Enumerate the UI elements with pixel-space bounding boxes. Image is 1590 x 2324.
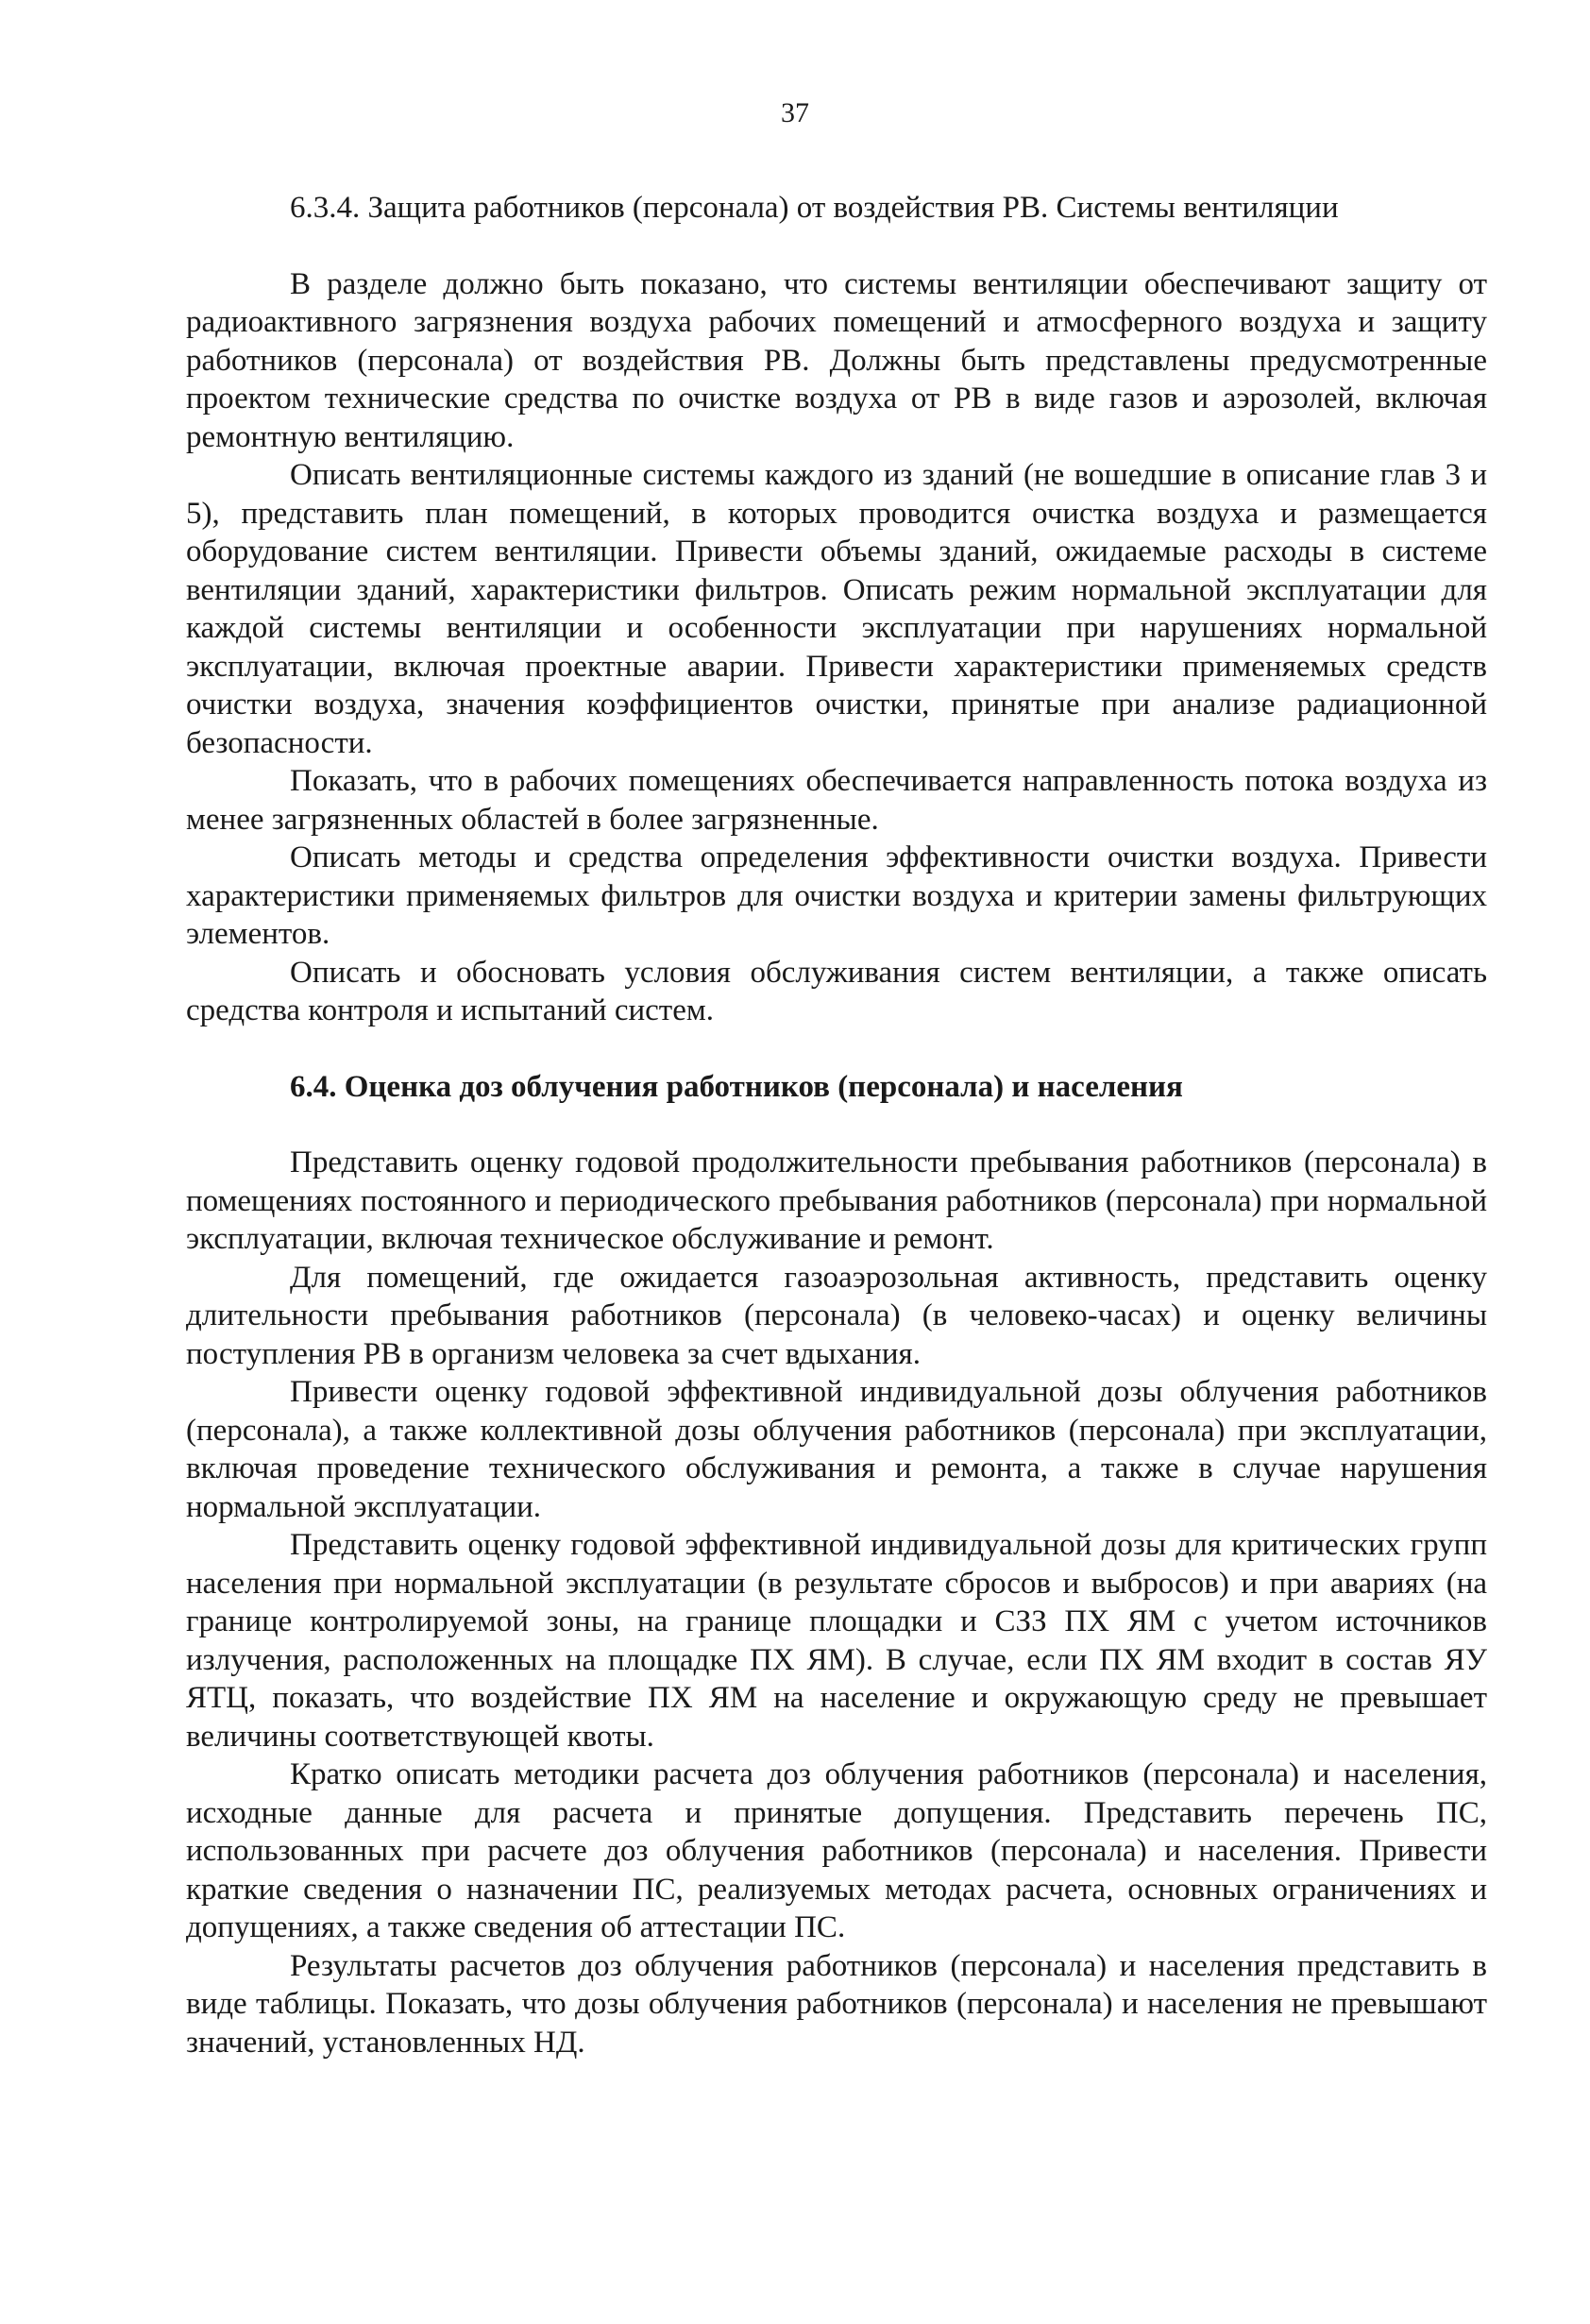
section-heading: 6.3.4. Защита работников (персонала) от воздействия РВ. Системы вентиляции: [290, 191, 1339, 225]
paragraph: Описать вентиляционные системы каждого из зданий (не вошедшие в описание глав 3 и 5), представить план помещений, в которых проводится очистка воздуха и размещается оборудование систем вентиляции. Привести объемы зданий, ожидаемые расходы в системе вентиляции зданий, характеристики фильтров. Описать режим нормальной эксплуатации для каждой системы вентиляции и особенности эксплуатации при нарушениях нормальной эксплуатации, включая проектные аварии. Привести характеристики применяемых средств очистки воздуха, значения коэффициентов очистки, принятые при анализе радиационной безопасности.: [186, 458, 1487, 760]
section-ventilation: [186, 189, 1487, 1030]
section-dose-assessment: [186, 1068, 1487, 2062]
paragraph: Привести оценку годовой эффективной индивидуальной дозы облучения работников (персонала), а также коллективной дозы облучения работников (персонала) при эксплуатации, включая проведение технического обслуживания и ремонта, а также в случае нарушения нормальной эксплуатации.: [186, 1375, 1487, 1524]
paragraph: Представить оценку годовой продолжительности пребывания работников (персонала) в помещениях постоянного и периодического пребывания работников (персонала) при нормальной эксплуатации, включая техническое обслуживание и ремонт.: [186, 1145, 1487, 1256]
paragraph: Представить оценку годовой эффективной индивидуальной дозы для критических групп населения при нормальной эксплуатации (в результате сбросов и выбросов) и при авариях (на границе контролируемой зоны, на границе площадки и СЗЗ ПХ ЯМ с учетом источников излучения, расположенных на площадке ПХ ЯМ). В случае, если ПХ ЯМ входит в состав ЯУ ЯТЦ, показать, что воздействие ПХ ЯМ на население и окружающую среду не превышает величины соответствующей квоты.: [186, 1528, 1487, 1754]
page-content: [186, 189, 1487, 2061]
paragraph: Кратко описать методики расчета доз облучения работников (персонала) и населения, исходные данные для расчета и принятые допущения. Представить перечень ПС, использованных при расчете доз облучения работников (персонала) и населения. Привести краткие сведения о назначении ПС, реализуемых методах расчета, основных ограничениях и допущениях, а также сведения об аттестации ПС.: [186, 1757, 1487, 1944]
paragraph: Описать методы и средства определения эффективности очистки воздуха. Привести характеристики применяемых фильтров для очистки воздуха и критерии замены фильтрующих элементов.: [186, 840, 1487, 951]
paragraph: Для помещений, где ожидается газоаэрозольная активность, представить оценку длительности пребывания работников (персонала) (в человеко-часах) и оценку величины поступления РВ в организм человека за счет вдыхания.: [186, 1260, 1487, 1371]
paragraph: Результаты расчетов доз облучения работников (персонала) и населения представить в виде таблицы. Показать, что дозы облучения работников (персонала) и населения не превышают значений, установленных НД.: [186, 1948, 1487, 2060]
section-heading: 6.4. Оценка доз облучения работников (персонала) и населения: [290, 1069, 1183, 1104]
paragraph: Показать, что в рабочих помещениях обеспечивается направленность потока воздуха из менее загрязненных областей в более загрязненные.: [186, 764, 1487, 837]
page-number: 37: [781, 97, 809, 128]
paragraph: В разделе должно быть показано, что системы вентиляции обеспечивают защиту от радиоактивного загрязнения воздуха рабочих помещений и атмосферного воздуха и защиту работников (персонала) от воздействия РВ. Должны быть представлены предусмотренные проектом технические средства по очистке воздуха от РВ в виде газов и аэрозолей, включая ремонтную вентиляцию.: [186, 266, 1487, 454]
paragraph: Описать и обосновать условия обслуживания систем вентиляции, а также описать средства контроля и испытаний систем.: [186, 955, 1487, 1027]
